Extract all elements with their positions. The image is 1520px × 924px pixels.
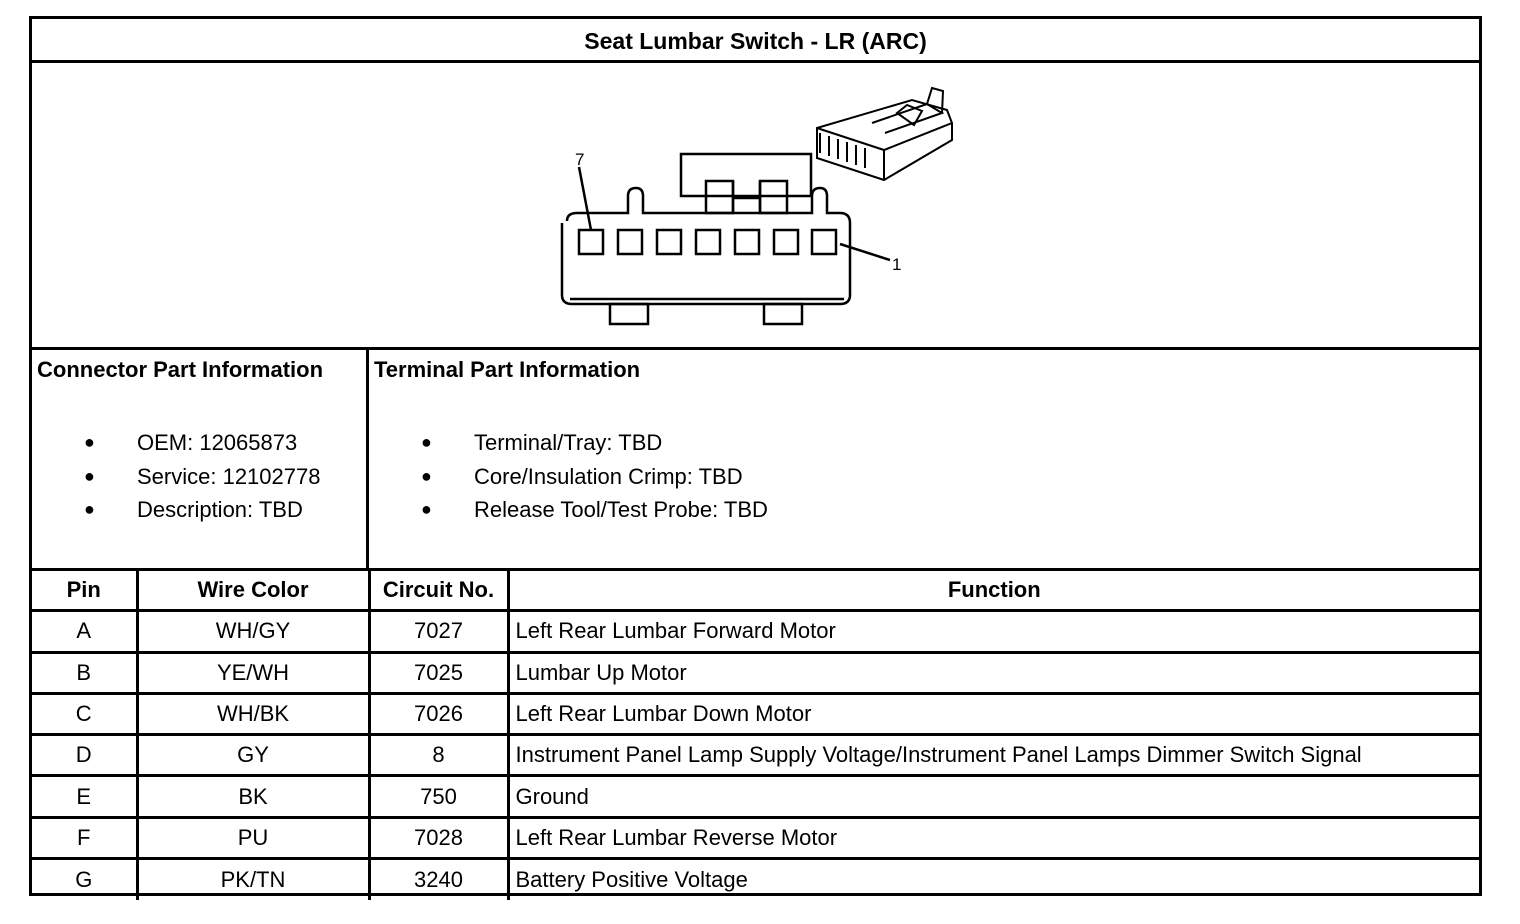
pin-label-7: 7 xyxy=(575,150,585,169)
connector-isometric-view xyxy=(817,88,952,180)
bullet-icon: ● xyxy=(84,432,95,452)
cell-wire-color: GY xyxy=(137,735,369,776)
list-item: ● Service: 12102778 xyxy=(84,460,320,494)
table-row xyxy=(32,859,1479,900)
cell-pin: D xyxy=(32,735,137,776)
terminal-part-info xyxy=(369,350,1479,568)
table-row xyxy=(32,735,1479,776)
cell-function: Left Rear Lumbar Forward Motor xyxy=(508,611,1479,652)
bullet-icon: ● xyxy=(84,499,95,519)
cell-pin: C xyxy=(32,693,137,734)
cell-function: Left Rear Lumbar Reverse Motor xyxy=(508,817,1479,858)
cell-pin: B xyxy=(32,652,137,693)
cell-pin: A xyxy=(32,611,137,652)
bullet-icon: ● xyxy=(421,432,432,452)
table-row xyxy=(32,611,1479,652)
cell-pin: G xyxy=(32,859,137,900)
cell-circuit: 7026 xyxy=(369,693,508,734)
table-row xyxy=(32,817,1479,858)
table-row xyxy=(32,652,1479,693)
bullet-icon: ● xyxy=(421,499,432,519)
cell-wire-color: WH/GY xyxy=(137,611,369,652)
cell-pin: E xyxy=(32,776,137,817)
list-item: ● Core/Insulation Crimp: TBD xyxy=(421,460,768,494)
cell-circuit: 7025 xyxy=(369,652,508,693)
table-row xyxy=(32,776,1479,817)
header-function: Function xyxy=(508,570,1479,611)
cell-wire-color: YE/WH xyxy=(137,652,369,693)
connector-info-heading: Connector Part Information xyxy=(37,357,324,382)
header-circuit: Circuit No. xyxy=(369,570,508,611)
cell-wire-color: BK xyxy=(137,776,369,817)
connector-info-list xyxy=(84,426,320,527)
pinout-table xyxy=(32,568,1479,900)
header-pin: Pin xyxy=(32,570,137,611)
cell-function: Battery Positive Voltage xyxy=(508,859,1479,900)
cell-wire-color: PU xyxy=(137,817,369,858)
cell-wire-color: PK/TN xyxy=(137,859,369,900)
pin-label-1: 1 xyxy=(892,255,902,274)
list-item: ● OEM: 12065873 xyxy=(84,426,320,460)
bullet-icon: ● xyxy=(84,465,95,486)
list-item: ● Release Tool/Test Probe: TBD xyxy=(421,493,768,527)
connector-sheet xyxy=(29,16,1482,896)
cell-wire-color: WH/BK xyxy=(137,693,369,734)
cell-function: Instrument Panel Lamp Supply Voltage/Instrument Panel Lamps Dimmer Switch Signal xyxy=(508,735,1479,776)
terminal-info-heading: Terminal Part Information xyxy=(374,357,641,382)
header-wire-color: Wire Color xyxy=(137,570,369,611)
connector-part-info xyxy=(32,350,369,568)
table-row xyxy=(32,693,1479,734)
bullet-icon: ● xyxy=(421,465,432,486)
cell-circuit: 750 xyxy=(369,776,508,817)
connector-face-drawing xyxy=(32,63,1479,350)
cell-function: Ground xyxy=(508,776,1479,817)
cell-circuit: 3240 xyxy=(369,859,508,900)
cell-pin: F xyxy=(32,817,137,858)
page-title: Seat Lumbar Switch - LR (ARC) xyxy=(32,19,1479,63)
terminal-cavities xyxy=(579,230,836,254)
cell-circuit: 7027 xyxy=(369,611,508,652)
cell-function: Lumbar Up Motor xyxy=(508,652,1479,693)
connector-diagram xyxy=(32,63,1479,350)
cell-function: Left Rear Lumbar Down Motor xyxy=(508,693,1479,734)
terminal-info-list xyxy=(421,426,768,527)
cell-circuit: 7028 xyxy=(369,817,508,858)
list-item: ● Description: TBD xyxy=(84,493,320,527)
list-item: ● Terminal/Tray: TBD xyxy=(421,426,768,460)
table-header-row xyxy=(32,570,1479,611)
cell-circuit: 8 xyxy=(369,735,508,776)
